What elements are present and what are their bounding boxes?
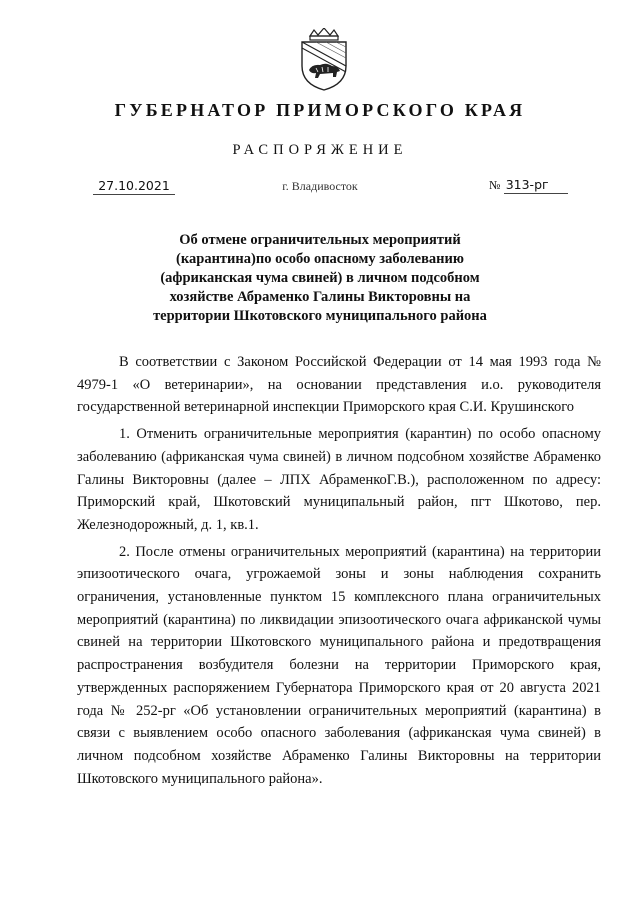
number-value: 313-рг [504,177,568,194]
document-heading [110,231,530,326]
number-sign: № [489,178,501,192]
document-type: РАСПОРЯЖЕНИЕ [232,142,408,158]
document-body [77,351,601,790]
heading-line: Об отмене ограничительных мероприятий [179,232,461,248]
document-number [489,177,579,194]
heading-line: (карантина)по особо опасному заболеванию [176,251,464,267]
heading-line: хозяйстве Абраменко Галины Викторовны на [169,289,471,305]
document-city: г. Владивосток [282,179,358,193]
clause-2-paragraph: 2. После отмены ограничительных мероприятий (карантина) на территории эпизоотического очага, угрожаемой зоны и зоны наблюдения сохранить ограничения, установленные пунктом 15 комплексного плана ограничительных мероприятий (карантина) по ликвидации эпизоотического очага африканской чумы свиней на территории Шкотовского муниципального района и предотвращения распространения возбудителя болезни на территории Приморского края, утвержденных распоряжением Губернатора Приморского края от 20 августа 2021 года № 252-рг «Об установлении ограничительных мероприятий (карантина) в связи с выявлением особо опасного заболевания (африканская чума свиней) в личном подсобном хозяйстве Абраменко Галины Викторовны на территории Шкотовского муниципального района». [77,543,601,787]
document-date: 27.10.2021 [93,178,175,195]
clause-1-paragraph: 1. Отменить ограничительные мероприятия (карантин) по особо опасному заболеванию (африканская чума свиней) в личном подсобном хозяйстве Абраменко Галины Викторовны (далее – ЛПХ АбраменкоГ.В.), расположенном по адресу: Приморский край, Шкотовский муниципальный район, пгт Шкотово, пер. Железнодорожный, д. 1, кв.1. [77,426,601,533]
preamble-paragraph: В соответствии с Законом Российской Федерации от 14 мая 1993 года № 4979-1 «О ветеринарии», на основании представления и.о. руководителя государственной ветеринарной инспекции Приморского края С.И. Крушинского [77,354,601,416]
heading-line: территории Шкотовского муниципального района [153,308,487,324]
heading-line: (африканская чума свиней) в личном подсобном [160,270,480,286]
primorsky-krai-coat-of-arms-icon [296,28,352,92]
issuer-title: ГУБЕРНАТОР ПРИМОРСКОГО КРАЯ [114,100,526,120]
